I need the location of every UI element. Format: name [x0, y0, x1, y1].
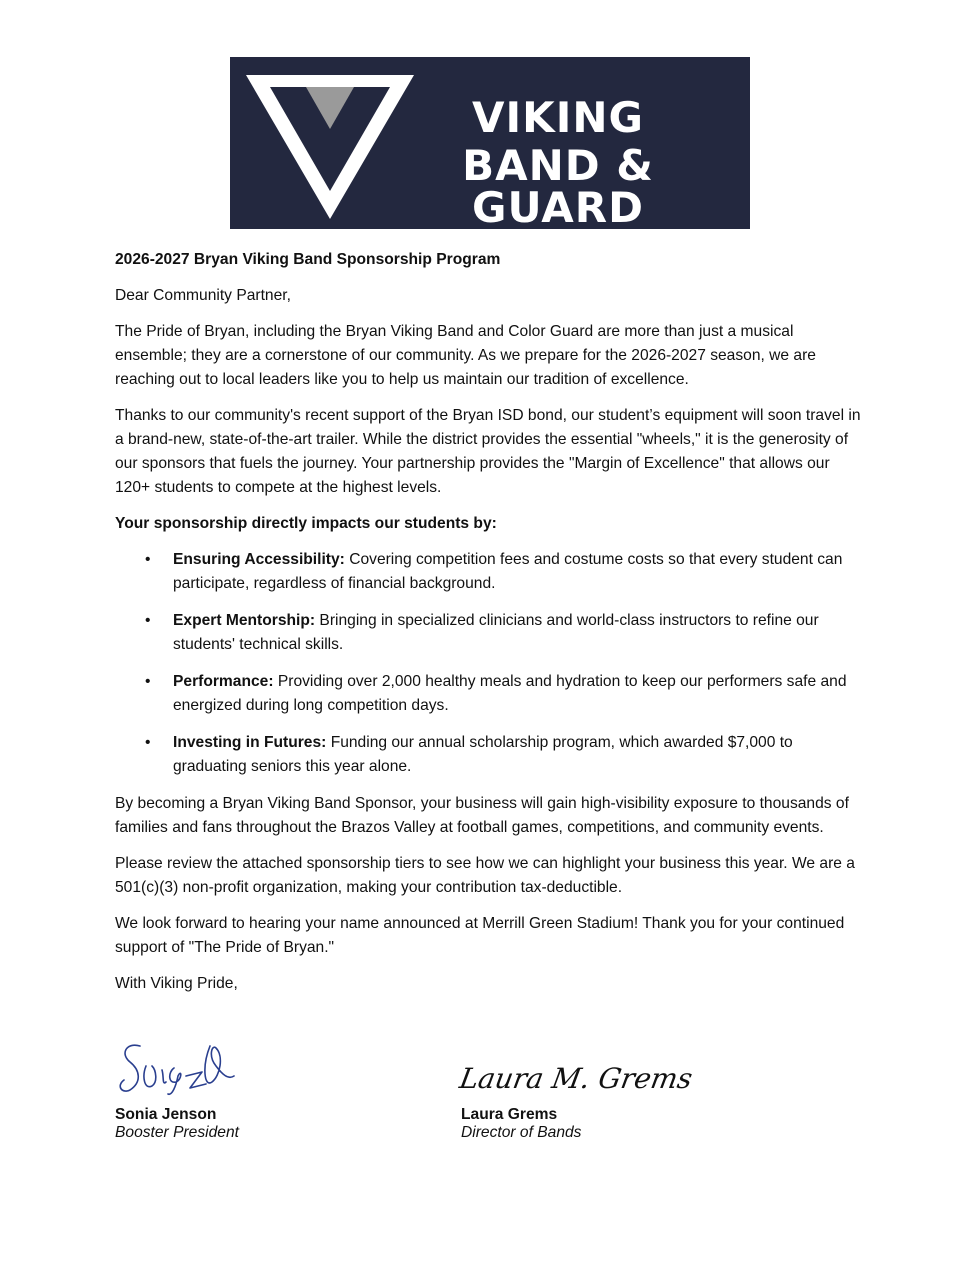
signature-sonia-jenson	[112, 1036, 242, 1102]
impact-text: Providing over 2,000 healthy meals and hydration to keep our performers safe and energized during long competition days.	[173, 673, 847, 714]
closing: With Viking Pride,	[115, 975, 238, 992]
impact-text: Bringing in specialized clinicians and world-class instructors to refine our students' technical skills.	[173, 612, 819, 653]
band-logo	[230, 57, 750, 232]
paragraph-exposure: By becoming a Bryan Viking Band Sponsor, your business will gain high-visibility exposure to thousands of families and fans throughout the Brazos Valley at football games, competitions, and community events.	[115, 795, 849, 836]
impact-label: Expert Mentorship:	[173, 612, 316, 629]
signer-role: Director of Bands	[461, 1124, 582, 1141]
signature-block-2	[461, 1106, 581, 1142]
paragraph-tiers: Please review the attached sponsorship tiers to see how we can highlight your business this year. We are a 501(c)(3) non-profit organization, making your contribution tax-deductible.	[115, 855, 855, 896]
signature-laura-grems: Laura M. Grems	[457, 1062, 695, 1095]
list-item: • Investing in Futures: Funding our annual scholarship program, which awarded $7,000 to graduating seniors this year alone.	[145, 734, 793, 775]
impact-label: Performance:	[173, 673, 274, 690]
list-item: • Performance: Providing over 2,000 healthy meals and hydration to keep our performers safe and energized during long competition days.	[145, 673, 847, 714]
letter-title: 2026-2027 Bryan Viking Band Sponsorship Program	[115, 251, 501, 268]
impact-text: Covering competition fees and costume costs so that every student can participate, regardless of financial background.	[173, 551, 843, 592]
logo-line-1: VIKING	[472, 93, 644, 142]
impacts-list	[115, 548, 865, 779]
letter-body	[115, 248, 865, 1008]
signature-block-1	[115, 1106, 239, 1142]
impacts-heading: Your sponsorship directly impacts our students by:	[115, 515, 497, 532]
paragraph-thanks: We look forward to hearing your name announced at Merrill Green Stadium! Thank you for your continued support of "The Pride of Bryan."	[115, 915, 845, 956]
list-item: • Ensuring Accessibility: Covering competition fees and costume costs so that every student can participate, regardless of financial background.	[145, 551, 843, 592]
list-item: • Expert Mentorship: Bringing in specialized clinicians and world-class instructors to refine our students' technical skills.	[145, 612, 819, 653]
salutation: Dear Community Partner,	[115, 287, 291, 304]
impact-label: Investing in Futures:	[173, 734, 327, 751]
impact-label: Ensuring Accessibility:	[173, 551, 345, 568]
signer-name: Sonia Jenson	[115, 1106, 217, 1123]
impact-text: Funding our annual scholarship program, which awarded $7,000 to graduating seniors this year alone.	[173, 734, 793, 775]
logo-line-2: BAND & GUARD	[462, 141, 654, 232]
paragraph-intro: The Pride of Bryan, including the Bryan Viking Band and Color Guard are more than just a musical ensemble; they are a cornerstone of our community. As we prepare for the 2026-2027 season, we are reaching out to local leaders like you to help us maintain our tradition of excellence.	[115, 323, 816, 388]
paragraph-bond: Thanks to our community's recent support of the Bryan ISD bond, our student’s equipment will soon travel in a brand-new, state-of-the-art trailer. While the district provides the essential "wheels," it is the generosity of our sponsors that fuels the journey. Your partnership provides the "Margin of Excellence" that allows our 120+ students to compete at the highest levels.	[115, 407, 861, 496]
signer-role: Booster President	[115, 1124, 239, 1141]
signer-name: Laura Grems	[461, 1106, 558, 1123]
